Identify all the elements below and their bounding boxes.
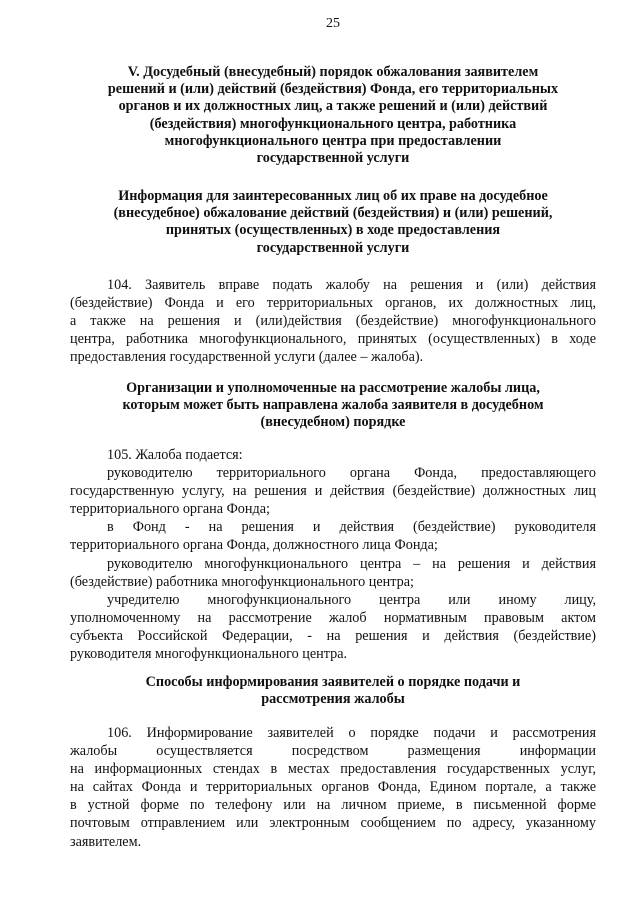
- page-number: 25: [326, 16, 340, 31]
- paragraph-line: (бездействие) работника многофункционального центра;: [70, 573, 414, 590]
- heading-line: решений и (или) действий (бездействия) Фонда, его территориальных: [107, 81, 559, 98]
- heading-line: рассмотрения жалобы: [261, 691, 405, 708]
- paragraph-line: (бездействие) Фонда и его территориальных органов, их должностных лиц,: [70, 295, 596, 312]
- organizations-heading: [70, 380, 596, 432]
- paragraph-line: субъекта Российской Федерации, - на решения и действия (бездействие): [70, 627, 596, 644]
- heading-line: которым может быть направлена жалоба заявителя в досудебном: [122, 397, 544, 414]
- paragraph-line: 106. Информирование заявителей о порядке подачи и рассмотрения: [107, 725, 596, 741]
- paragraph-line: территориального органа Фонда;: [70, 501, 270, 518]
- heading-line: (бездействия) многофункционального центра, работника: [149, 115, 517, 132]
- paragraph-line: почтовым отправлением или электронным сообщением по адресу, указанному: [70, 815, 596, 832]
- paragraph-line: предоставления государственной услуги (далее – жалоба).: [70, 349, 424, 366]
- section-v-heading: [70, 64, 596, 167]
- paragraph-line: жалобы осуществляется посредством размещения информации: [70, 743, 596, 760]
- paragraph-line: центра, работника многофункционального, принятых (осуществленных) в ходе: [70, 331, 596, 348]
- heading-line: органов и их должностных лиц, а также решений и (или) действий: [118, 98, 548, 115]
- heading-line: многофункционального центра при предоставлении: [164, 132, 502, 149]
- paragraph-106: [70, 724, 596, 851]
- heading-line: (внесудебном) порядке: [260, 414, 406, 431]
- paragraph-104: [70, 276, 596, 366]
- paragraph-105: [70, 446, 596, 663]
- heading-line: Способы информирования заявителей о порядке подачи и: [145, 674, 521, 690]
- heading-line: Организации и уполномоченные на рассмотрение жалобы лица,: [126, 380, 540, 396]
- paragraph-line: на сайтах Фонда и территориальных органов Фонда, Едином портале, а также: [70, 779, 596, 796]
- info-rights-heading: [70, 188, 596, 257]
- paragraph-line: в Фонд - на решения и действия (бездействие) руководителя: [107, 519, 596, 536]
- paragraph-line: на информационных стендах в местах предоставления государственных услуг,: [70, 761, 596, 778]
- paragraph-line: в устной форме по телефону или на личном приеме, в письменной форме: [70, 797, 596, 814]
- paragraph-line: заявителем.: [70, 833, 142, 850]
- heading-line: Информация для заинтересованных лиц об их праве на досудебное: [118, 188, 548, 204]
- heading-line: принятых (осуществленных) в ходе предоставления: [165, 222, 501, 239]
- heading-line: V. Досудебный (внесудебный) порядок обжалования заявителем: [127, 64, 539, 80]
- paragraph-line: руководителю территориального органа Фонда, предоставляющего: [107, 465, 596, 482]
- paragraph-line: государственную услугу, на решения и действия (бездействие) должностных лиц: [70, 483, 596, 500]
- heading-line: государственной услуги: [256, 150, 410, 167]
- paragraph-line: 105. Жалоба подается:: [107, 447, 243, 463]
- paragraph-line: учредителю многофункционального центра или иному лицу,: [107, 591, 596, 608]
- paragraph-line: территориального органа Фонда, должностного лица Фонда;: [70, 537, 438, 554]
- paragraph-line: руководителю многофункционального центра – на решения и действия: [107, 555, 596, 572]
- paragraph-line: а также на решения и (или)действия (бездействие) многофункционального: [70, 313, 596, 330]
- paragraph-line: 104. Заявитель вправе подать жалобу на решения и (или) действия: [107, 277, 596, 293]
- paragraph-line: руководителя многофункционального центра.: [70, 646, 348, 663]
- document-page: [70, 0, 596, 905]
- heading-line: (внесудебное) обжалование действий (бездействия) и (или) решений,: [113, 205, 553, 222]
- paragraph-line: уполномоченному на рассмотрение жалоб нормативным правовым актом: [70, 609, 596, 626]
- heading-line: государственной услуги: [256, 239, 410, 256]
- methods-heading: [70, 674, 596, 708]
